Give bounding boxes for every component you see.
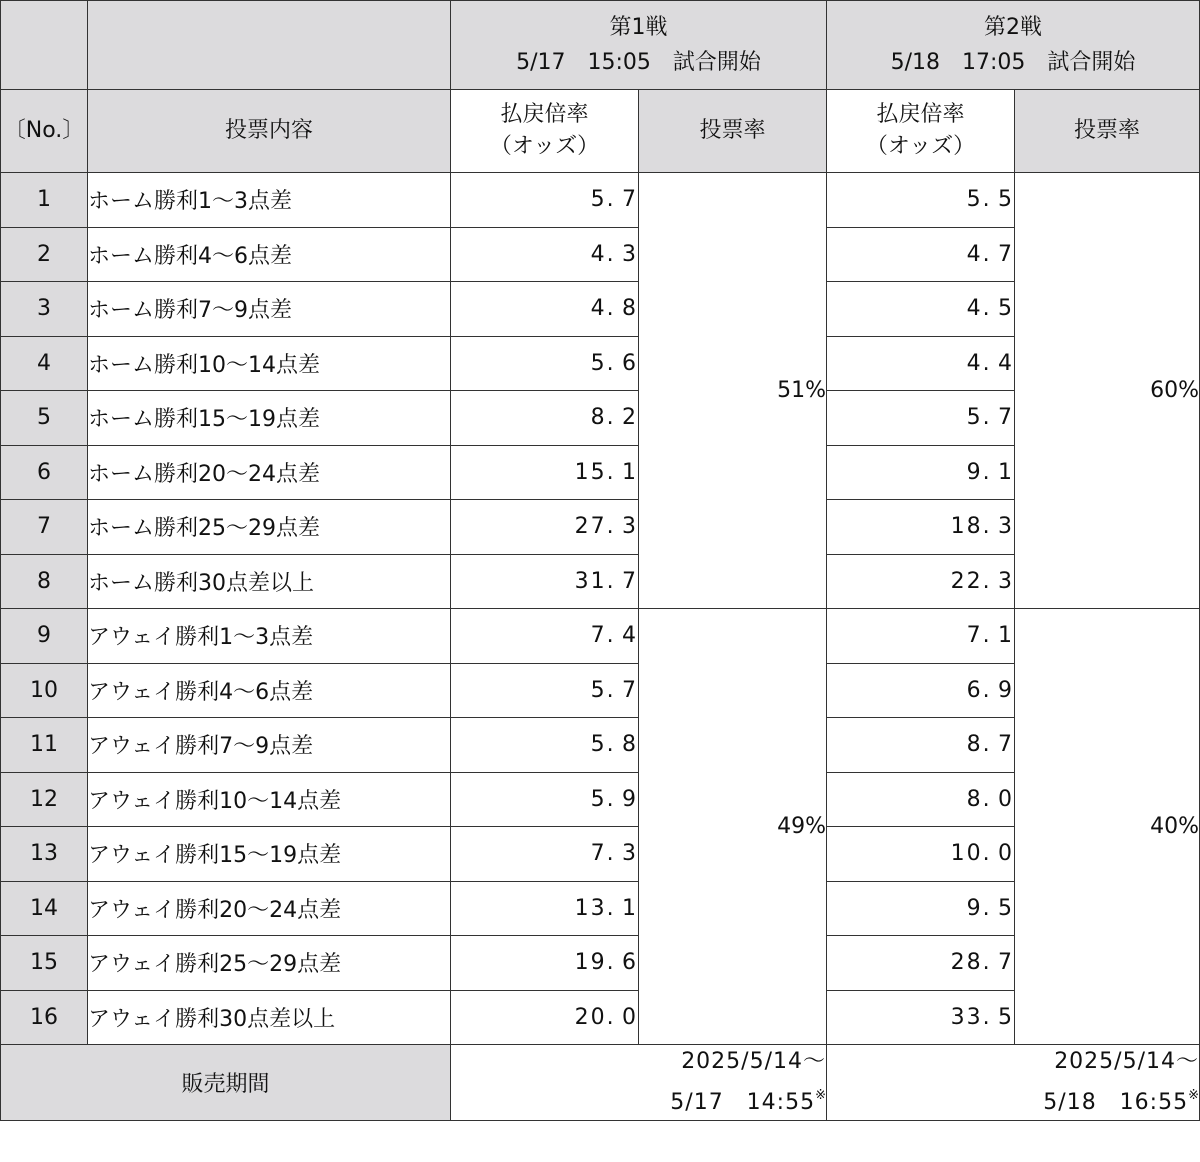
bet-content: ホーム勝利10～14点差	[88, 336, 451, 391]
bet-content: ホーム勝利15～19点差	[88, 391, 451, 446]
column-header-content: 投票内容	[88, 90, 451, 173]
g2-odds: 8. 0	[827, 772, 1015, 827]
game2-title: 第2戦	[984, 15, 1042, 40]
g2-odds: 7. 1	[827, 609, 1015, 664]
column-header-g2-payout	[827, 90, 1015, 173]
bet-content: アウェイ勝利20～24点差	[88, 881, 451, 936]
game2-header	[827, 1, 1200, 90]
g2-sales-start: 2025/5/14～	[1054, 1049, 1199, 1074]
g1-odds: 5. 6	[451, 336, 639, 391]
g2-odds: 33. 5	[827, 990, 1015, 1045]
bet-content: アウェイ勝利25～29点差	[88, 936, 451, 991]
g2-odds: 4. 7	[827, 227, 1015, 282]
g1-odds: 15. 1	[451, 445, 639, 500]
odds-label: （オッズ）	[489, 134, 600, 159]
corner-cell-content	[88, 1, 451, 90]
game1-start: 5/17 15:05 試合開始	[516, 50, 761, 75]
row-number: 14	[1, 881, 88, 936]
g1-odds: 5. 9	[451, 772, 639, 827]
g2-vote-rate-home: 60%	[1015, 173, 1200, 609]
g1-odds: 20. 0	[451, 990, 639, 1045]
note-mark: ※	[815, 1088, 826, 1103]
bet-content: アウェイ勝利30点差以上	[88, 990, 451, 1045]
row-number: 13	[1, 827, 88, 882]
row-number: 3	[1, 282, 88, 337]
row-number: 6	[1, 445, 88, 500]
g1-odds: 27. 3	[451, 500, 639, 555]
g1-sales-period	[451, 1045, 827, 1121]
row-number: 8	[1, 554, 88, 609]
g2-sales-period	[827, 1045, 1200, 1121]
g2-odds: 5. 5	[827, 173, 1015, 228]
game1-header	[451, 1, 827, 90]
g2-odds: 8. 7	[827, 718, 1015, 773]
g2-odds: 4. 5	[827, 282, 1015, 337]
g1-odds: 7. 3	[451, 827, 639, 882]
g1-odds: 13. 1	[451, 881, 639, 936]
g2-sales-end: 5/18 16:55※	[1043, 1088, 1199, 1115]
table-row	[1, 609, 1200, 664]
g1-odds: 5. 8	[451, 718, 639, 773]
payout-label: 払戻倍率	[500, 102, 589, 127]
bet-content: アウェイ勝利7～9点差	[88, 718, 451, 773]
column-header-g1-payout	[451, 90, 639, 173]
row-number: 5	[1, 391, 88, 446]
row-number: 15	[1, 936, 88, 991]
bet-content: アウェイ勝利15～19点差	[88, 827, 451, 882]
row-number: 7	[1, 500, 88, 555]
g1-odds: 19. 6	[451, 936, 639, 991]
header-row-games	[1, 1, 1200, 90]
g2-odds: 18. 3	[827, 500, 1015, 555]
game1-title: 第1戦	[609, 15, 668, 40]
row-number: 1	[1, 173, 88, 228]
bet-content: アウェイ勝利1～3点差	[88, 609, 451, 664]
g2-odds: 4. 4	[827, 336, 1015, 391]
header-row-columns	[1, 90, 1200, 173]
bet-content: ホーム勝利1～3点差	[88, 173, 451, 228]
row-number: 10	[1, 663, 88, 718]
g1-vote-rate-away: 49%	[639, 609, 827, 1045]
g2-odds: 22. 3	[827, 554, 1015, 609]
game2-start: 5/18 17:05 試合開始	[890, 50, 1136, 75]
g2-odds: 6. 9	[827, 663, 1015, 718]
table-row	[1, 173, 1200, 228]
g2-odds: 9. 1	[827, 445, 1015, 500]
g2-odds: 9. 5	[827, 881, 1015, 936]
note-mark: ※	[1188, 1088, 1199, 1103]
payout-label: 払戻倍率	[876, 102, 965, 127]
sales-period-label: 販売期間	[1, 1045, 451, 1121]
sales-period-row	[1, 1045, 1200, 1121]
row-number: 11	[1, 718, 88, 773]
bet-content: アウェイ勝利4～6点差	[88, 663, 451, 718]
row-number: 12	[1, 772, 88, 827]
g1-odds: 31. 7	[451, 554, 639, 609]
g1-odds: 8. 2	[451, 391, 639, 446]
bet-content: ホーム勝利4～6点差	[88, 227, 451, 282]
g2-odds: 10. 0	[827, 827, 1015, 882]
g1-odds: 5. 7	[451, 663, 639, 718]
g1-sales-end: 5/17 14:55※	[670, 1088, 826, 1115]
g1-sales-start: 2025/5/14～	[681, 1049, 826, 1074]
column-header-no: 〔No.〕	[1, 90, 88, 173]
g1-odds: 4. 3	[451, 227, 639, 282]
bet-content: ホーム勝利25～29点差	[88, 500, 451, 555]
g1-odds: 5. 7	[451, 173, 639, 228]
row-number: 16	[1, 990, 88, 1045]
g1-vote-rate-home: 51%	[639, 173, 827, 609]
row-number: 4	[1, 336, 88, 391]
row-number: 9	[1, 609, 88, 664]
column-header-g1-vote-rate: 投票率	[639, 90, 827, 173]
g2-odds: 28. 7	[827, 936, 1015, 991]
g2-vote-rate-away: 40%	[1015, 609, 1200, 1045]
g1-odds: 4. 8	[451, 282, 639, 337]
bet-content: ホーム勝利7～9点差	[88, 282, 451, 337]
corner-cell-no	[1, 1, 88, 90]
row-number: 2	[1, 227, 88, 282]
bet-content: ホーム勝利30点差以上	[88, 554, 451, 609]
bet-content: アウェイ勝利10～14点差	[88, 772, 451, 827]
bet-content: ホーム勝利20～24点差	[88, 445, 451, 500]
g2-odds: 5. 7	[827, 391, 1015, 446]
column-header-g2-vote-rate: 投票率	[1015, 90, 1200, 173]
odds-label: （オッズ）	[865, 134, 976, 159]
g1-odds: 7. 4	[451, 609, 639, 664]
